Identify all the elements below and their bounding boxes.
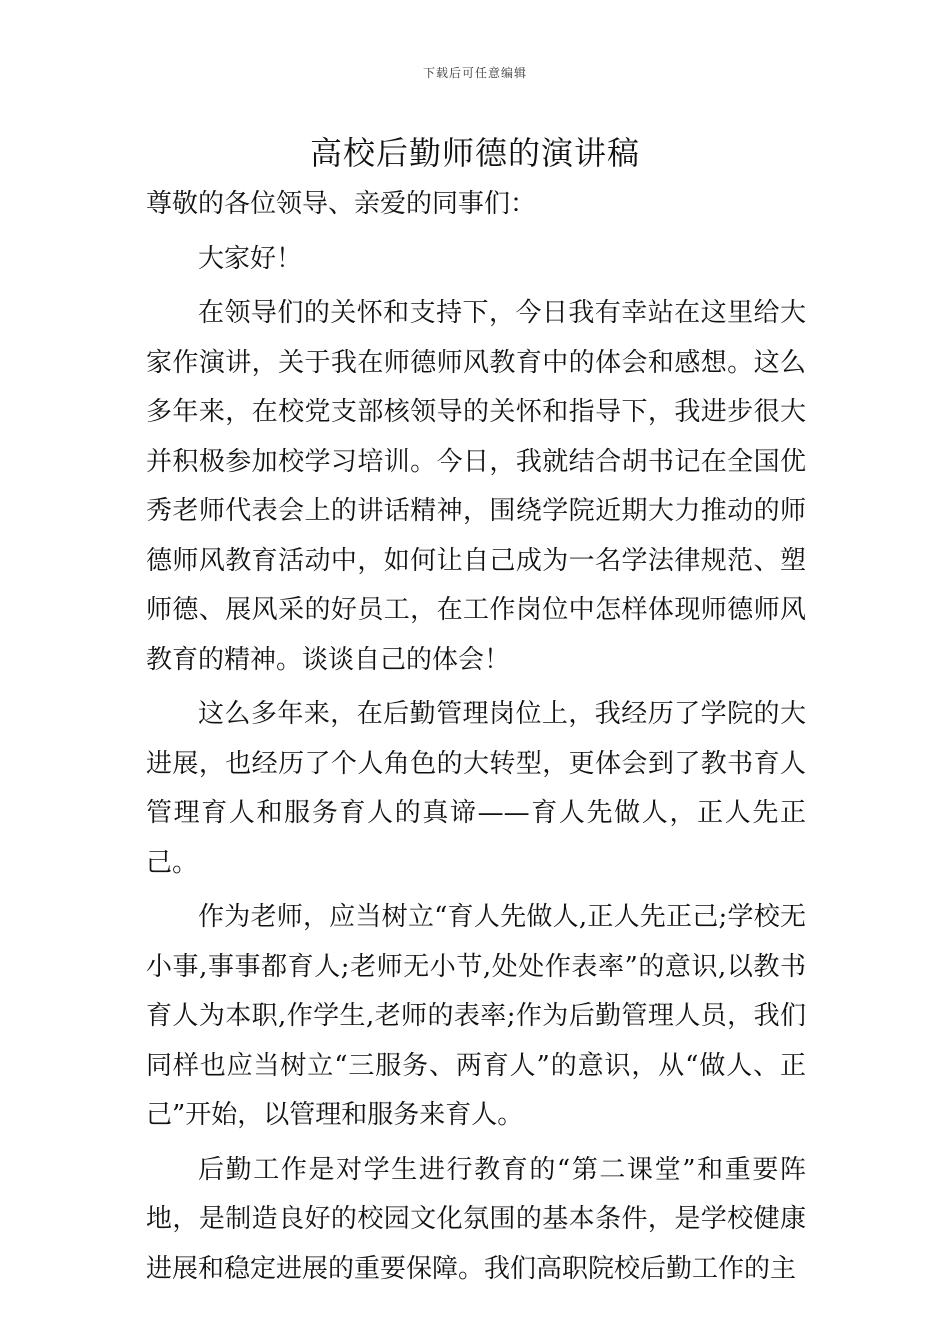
- paragraph-logistics-work: 后勤工作是对学生进行教育的“第二课堂”和重要阵地，是制造良好的校园文化氛围的基本条件，是学校健康进展和稳定进展的重要保障。我们高职院校后勤工作的主: [146, 1154, 806, 1284]
- paragraph-role-as-teacher: 作为老师，应当树立“育人先做人,正人先正己;学校无小事,事事都育人;老师无小节,处处作表率”的意识,以教书育人为本职,作学生,老师的表率;作为后勤管理人员，我们同样也应当树立“三服务、两育人”的意识，从“做人、正己”开始，以管理和服务来育人。: [146, 902, 806, 1130]
- header-note: 下载后可任意编辑: [422, 66, 527, 80]
- paragraph-introduction: 在领导们的关怀和支持下，今日我有幸站在这里给大家作演讲，关于我在师德师风教育中的体会和感想。这么多年来，在校党支部核领导的关怀和指导下，我进步很大并积极参加校学习培训。今日，我就结合胡书记在全国优秀老师代表会上的讲话精神，围绕学院近期大力推动的师德师风教育活动中，如何让自己成为一名学法律规范、塑师德、展风采的好员工，在工作岗位中怎样体现师德师风教育的精神。谈谈自己的体会！: [146, 298, 806, 675]
- salutation: 尊敬的各位领导、亲爱的同事们：: [146, 189, 537, 219]
- speech-body: [146, 180, 806, 1294]
- document-title: 高校后勤师德的演讲稿: [309, 134, 640, 172]
- paragraph-greeting: 大家好！: [198, 243, 303, 274]
- paragraph-experience: 这么多年来，在后勤管理岗位上，我经历了学院的大进展，也经历了个人角色的大转型，更体会到了教书育人管理育人和服务育人的真谛——育人先做人，正人先正己。: [146, 699, 806, 878]
